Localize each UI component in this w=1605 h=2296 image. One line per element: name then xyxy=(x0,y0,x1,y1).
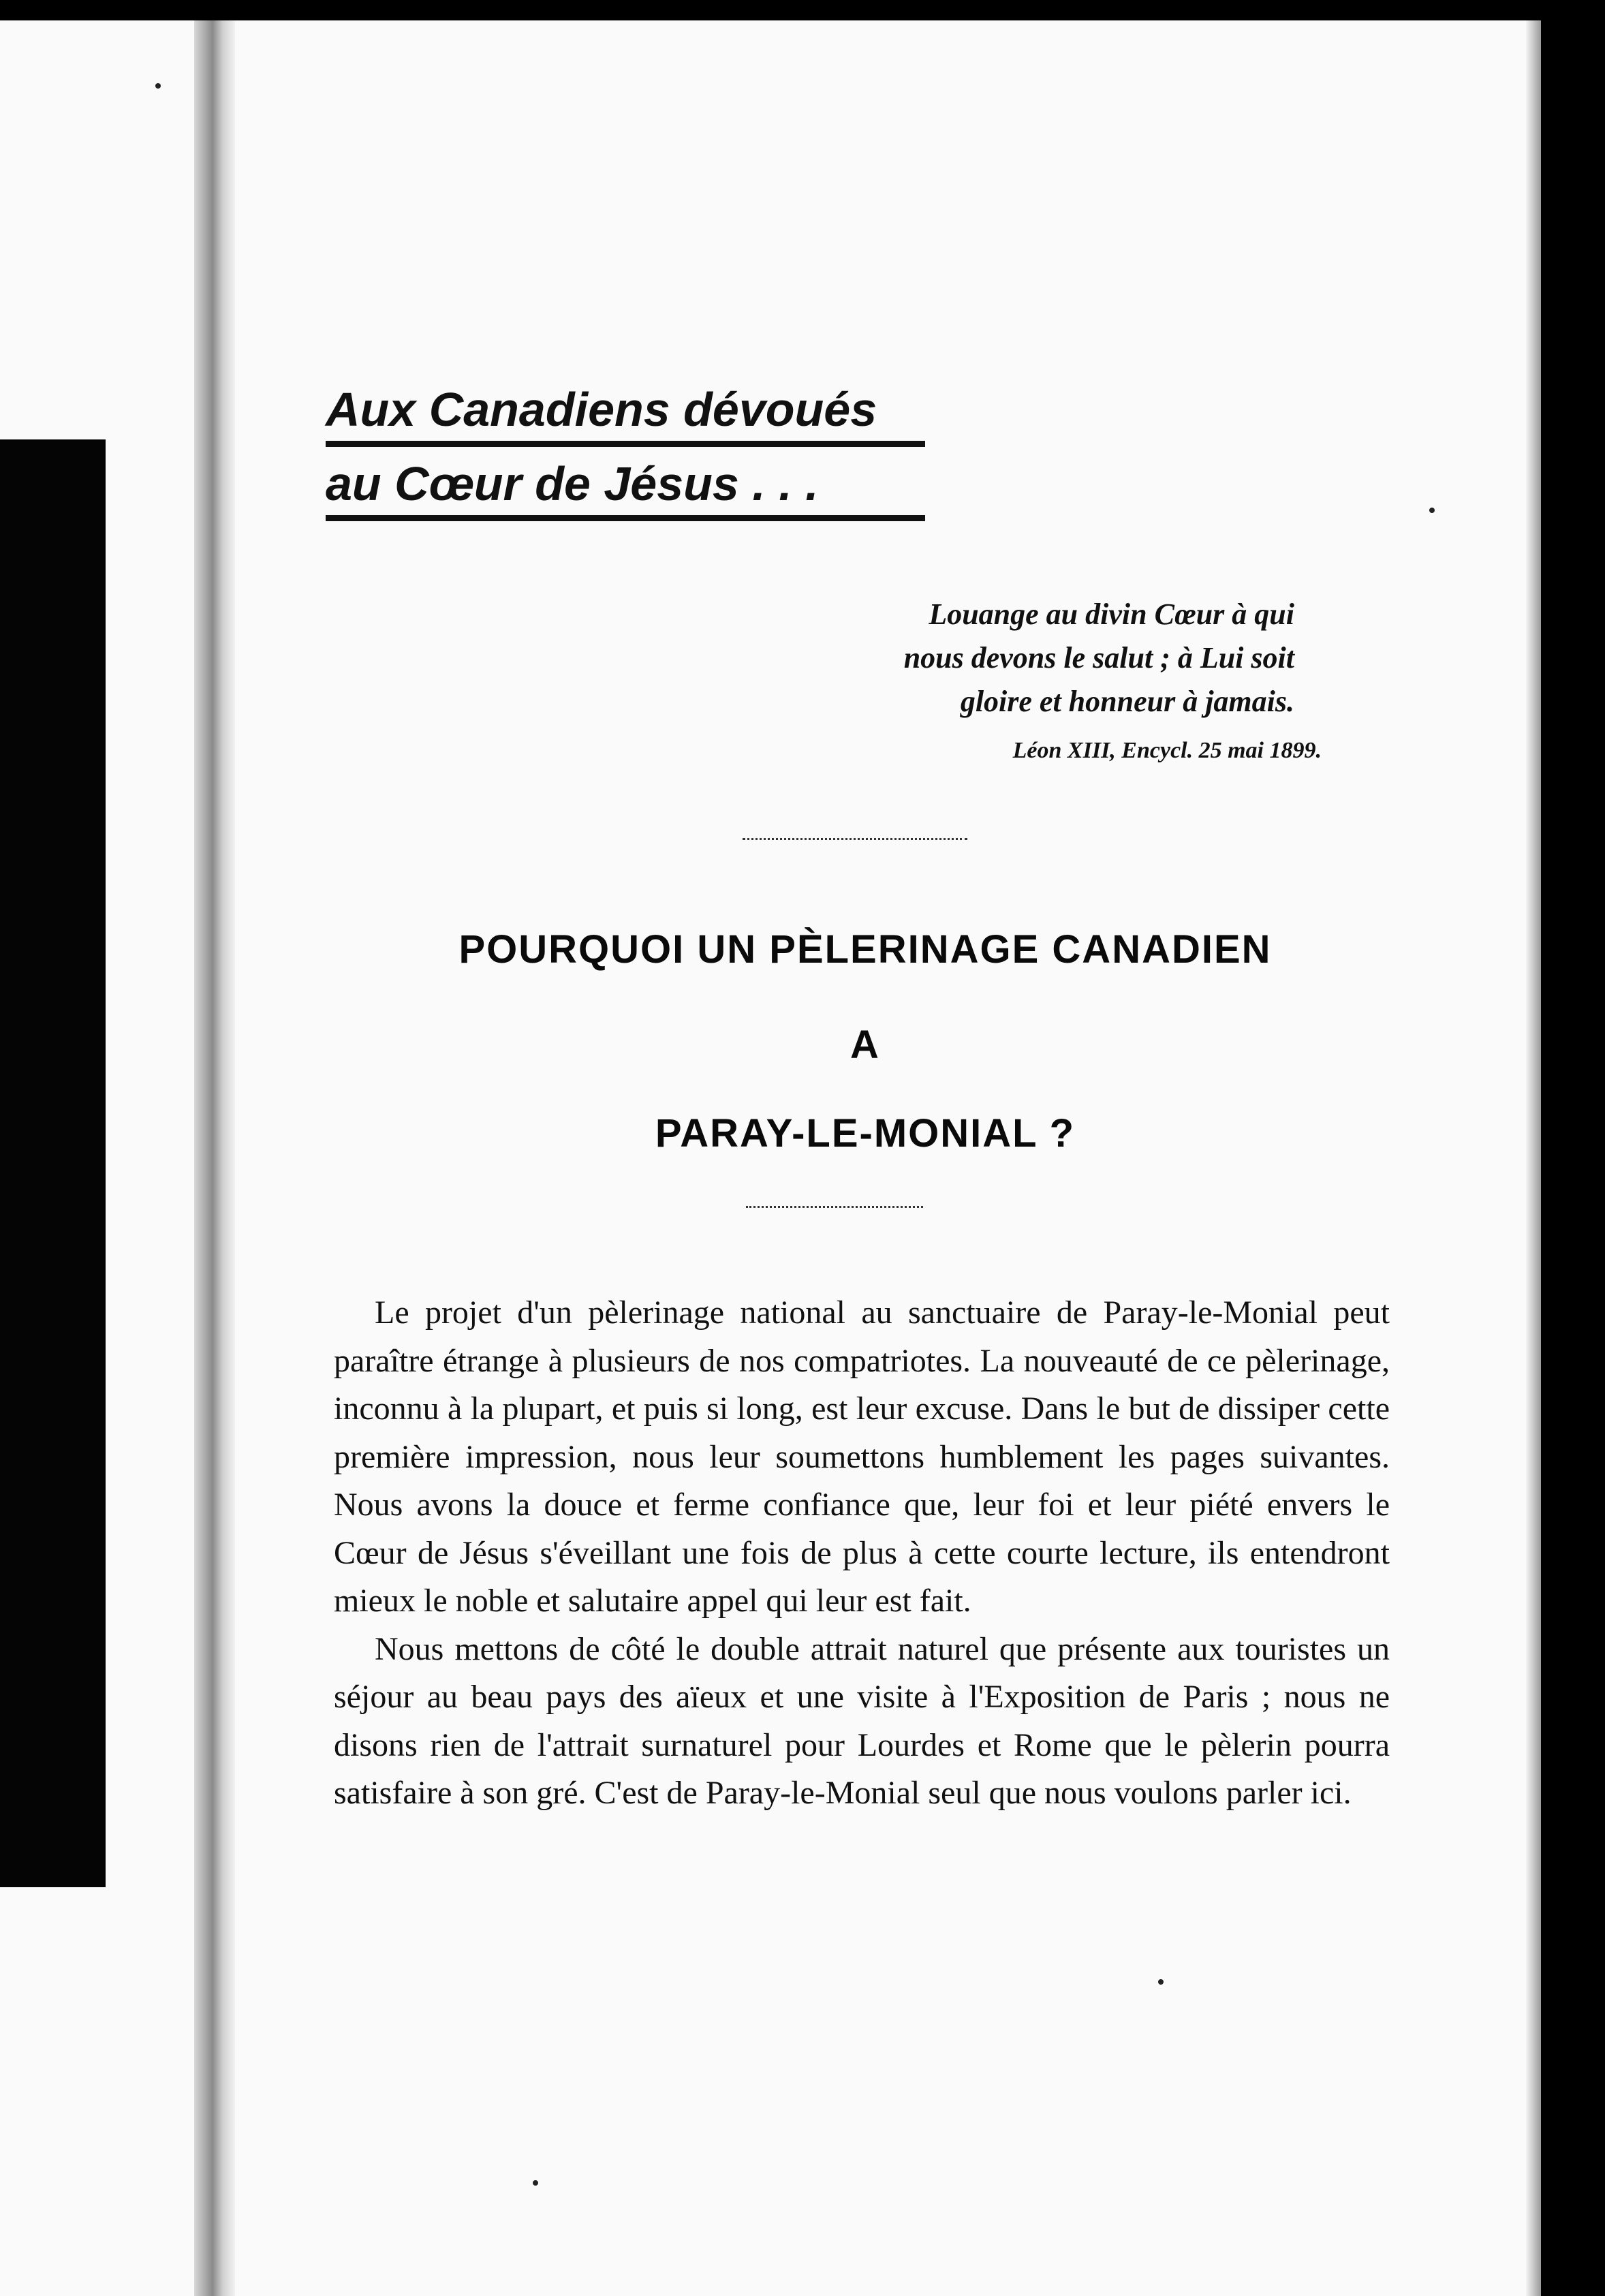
page-edge-shadow xyxy=(1526,20,1541,2296)
paragraph-1: Le projet d'un pèlerinage national au sanctuaire de Paray-le-Monial peut paraître étrange à plusieurs de nos compatriotes. La nouveauté de ce pèlerinage, inconnu à la plupart, et puis si long, est leur excuse. Dans le but de dissiper cette première impression, nous leur soumettons humblement les pages suivantes. Nous avons la douce et ferme confiance que, leur foi et leur piété envers le Cœur de Jésus s'éveillant une fois de plus à cette courte lecture, ils entendront mieux le noble et salutaire appel qui leur est fait. xyxy=(334,1294,1390,1619)
speck xyxy=(1158,1979,1164,1985)
epigraph-source: Léon XIII, Encycl. 25 mai 1899. xyxy=(1012,738,1322,763)
speck xyxy=(533,2180,538,2186)
body-text xyxy=(334,1289,1390,1818)
dedication-line-1: Aux Canadiens dévoués xyxy=(326,383,877,436)
epigraph xyxy=(824,593,1322,773)
paragraph-2: Nous mettons de côté le double attrait naturel que présente aux touristes un séjour au beau pays des aïeux et une visite à l'Exposition de Paris ; nous ne disons rien de l'attrait surnaturel pour Lourdes et Rome que le pèlerin pourra satisfaire à son gré. C'est de Paray-le-Monial seul que nous voulons parler ici. xyxy=(334,1630,1390,1811)
dedication xyxy=(326,378,925,527)
epigraph-line-1: Louange au divin Cœur à qui xyxy=(929,598,1294,631)
title-line-3: PARAY-LE-MONIAL ? xyxy=(655,1111,1076,1155)
ornamental-divider xyxy=(746,1206,923,1211)
epigraph-line-3: gloire et honneur à jamais. xyxy=(960,685,1294,718)
epigraph-line-2: nous devons le salut ; à Lui soit xyxy=(903,641,1294,674)
dedication-rule-2 xyxy=(326,515,925,521)
title-line-1: POURQUOI UN PÈLERINAGE CANADIEN xyxy=(458,927,1272,972)
speck xyxy=(1429,508,1435,513)
dedication-line-2: au Cœur de Jésus . . . xyxy=(326,457,819,510)
scanned-page xyxy=(0,20,1541,2296)
dedication-rule-1 xyxy=(326,441,925,447)
book-gutter-shadow xyxy=(194,20,235,2296)
ornamental-divider xyxy=(743,838,967,843)
facing-page-dark-area xyxy=(0,439,106,1887)
speck xyxy=(155,83,161,89)
title-line-2: A xyxy=(850,1023,880,1067)
